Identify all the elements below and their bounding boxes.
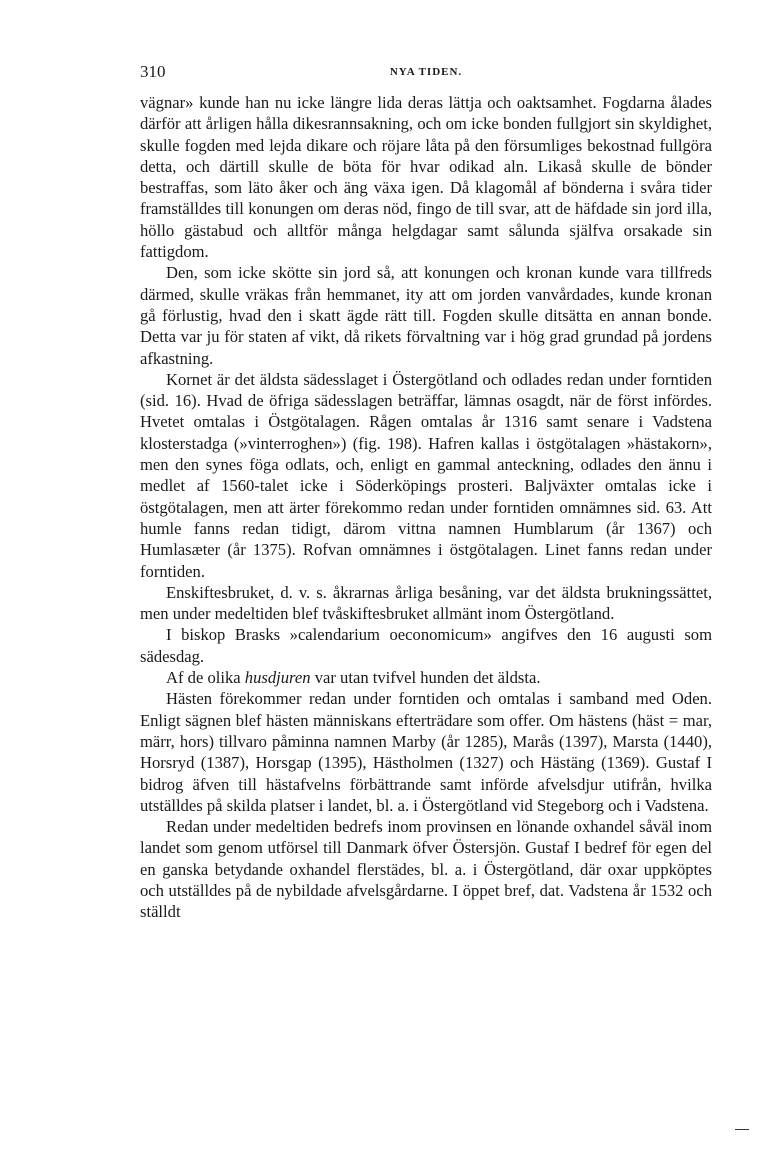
page-body bbox=[140, 92, 712, 923]
paragraph-4: Enskiftesbruket, d. v. s. åkrarnas årliga besåning, var det äldsta brukningssättet, men under medeltiden blef tvåskiftesbruket allmänt inom Östergötland. bbox=[140, 582, 712, 624]
paragraph-6-end: var utan tvifvel hunden det äldsta. bbox=[310, 668, 541, 688]
paragraph-3: Kornet är det äldsta sädesslaget i Östergötland och odlades redan under forntiden (sid. 16). Hvad de öfriga sädesslagen beträffar, lämnas osagdt, när de först infördes. Hvetet omtalas i Östgötalagen. Rågen omtalas år 1316 samt senare i Vadstena klosterstadga (»vinterroghen») (fig. 198). Hafren kallas i östgötalagen »hästakorn», men den synes föga odlats, och, enligt en gammal anteckning, odlades den ännu i medlet af 1560-talet icke i Söderköpings prosteri. Baljväxter omtalas icke i östgötalagen, men att ärter förekommo redan under forntiden omnämnes sid. 63. Att humle fanns redan tidigt, därom vittna namnen Humblarum (år 1367) och Humlasæter (år 1375). Rofvan omnämnes i östgötalagen. Linet fanns redan under forntiden. bbox=[140, 369, 712, 581]
paragraph-8: Redan under medeltiden bedrefs inom provinsen en lönande oxhandel såväl inom landet som genom utförsel till Danmark öfver Östersjön. Gustaf I bedref för egen del en ganska betydande oxhandel flerstädes, bl. a. i Östergötland, där oxar uppköptes och utställdes på de nybildade afvelsgårdarne. I öppet bref, dat. Vadstena år 1532 och ställdt bbox=[140, 817, 712, 922]
paragraph-5: I biskop Brasks »calendarium oeconomicum» angifves den 16 augusti som sädesdag. bbox=[140, 625, 712, 666]
margin-dash bbox=[735, 1129, 749, 1130]
paragraph-7: Hästen förekommer redan under forntiden och omtalas i samband med Oden. Enligt sägnen blef hästen människans efterträdare som offer. Om hästens (häst = mar, märr, hors) tillvaro påminna namnen Marby (år 1285), Marås (1397), Marsta (1440), Horsryd (1387), Horsgap (1395), Hästholmen (1327) och Hästäng (1369). Gustaf I bidrog äfven till hästafvelns förbättrande samt införde afvelsdjur utifrån, hvilka utställdes på skilda platser i landet, bl. a. i Östergötland vid Stegeborg och i Vadstena. bbox=[140, 689, 712, 815]
italic-term: husdjuren bbox=[244, 668, 311, 688]
running-title: NYA TIDEN. bbox=[389, 66, 463, 78]
paragraph-6 bbox=[140, 667, 712, 688]
paragraph-1: vägnar» kunde han nu icke längre lida deras lättja och oaktsamhet. Fogdarna ålades därför att årligen hålla dikesrannsakning, och om icke bonden fullgjort sin skyldighet, skulle fogden med lejda dikare och röjare låta på den försumliges bekostnad fullgöra detta, och därtill skulle de böta för hvar odikad aln. Likaså skulle de bönder bestraffas, som läto åker och äng växa igen. Då klagomål af bönderna i svåra tider framställdes till konungen om deras nöd, fingo de till svar, att de häfdade sin jord illa, höllo gästabud och alltför många helgdagar samt sålunda själfva orsakade sin fattigdom. bbox=[140, 93, 712, 262]
paragraph-2: Den, som icke skötte sin jord så, att konungen och kronan kunde vara tillfreds därmed, skulle vräkas från hemmanet, ity att om jorden vanvårdades, kunde kronan gå förlustig, hvad den i skatt ägde rätt till. Fogden skulle ditsätta en annan bonde. Detta var ju för staten af vikt, då rikets förvaltning var i hög grad grundad på jordens afkastning. bbox=[140, 263, 712, 368]
paragraph-6-start: Af de olika bbox=[166, 668, 245, 688]
page-header bbox=[140, 62, 712, 86]
page-number: 310 bbox=[140, 62, 166, 81]
